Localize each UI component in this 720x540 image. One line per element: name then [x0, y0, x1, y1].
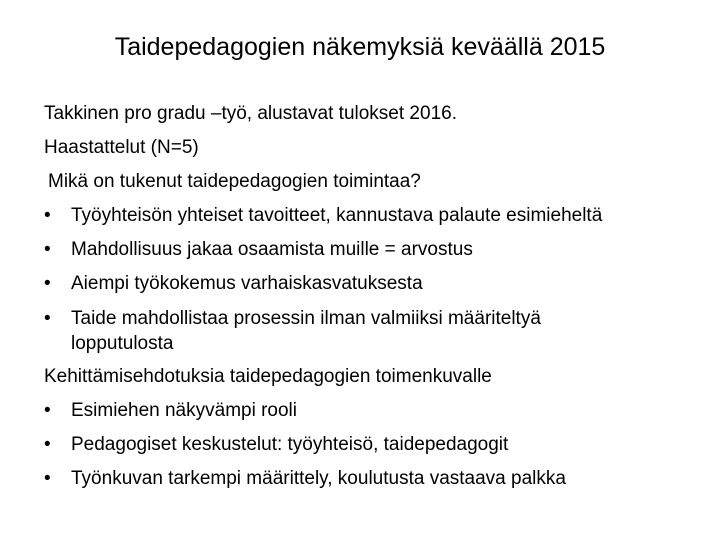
bullet-icon: • [44, 434, 51, 455]
slide-body [44, 97, 710, 496]
development-list-item [44, 428, 710, 462]
slide-title: Taidepedagogien näkemyksiä keväällä 2015 [114, 33, 606, 61]
support-list-item [44, 233, 710, 267]
support-question: Mikä on tukenut taidepedagogien toimintaa? [48, 171, 421, 192]
support-item-text: Taide mahdollistaa prosessin ilman valmiiksi määriteltyä lopputulosta [71, 308, 541, 354]
development-list-item [44, 394, 710, 428]
development-item-text: Työnkuvan tarkempi määrittely, koulutusta vastaava palkka [71, 468, 566, 489]
development-list-item [44, 462, 710, 496]
bullet-icon: • [44, 468, 51, 489]
intro-line-thesis: Takkinen pro gradu –työ, alustavat tulokset 2016. [44, 103, 457, 124]
development-item-text: Pedagogiset keskustelut: työyhteisö, taidepedagogit [71, 434, 509, 455]
bullet-icon: • [44, 205, 51, 226]
support-list-item [44, 199, 710, 233]
bullet-icon: • [44, 239, 51, 260]
bullet-icon: • [44, 400, 51, 421]
development-item-text: Esimiehen näkyvämpi rooli [71, 400, 297, 421]
development-heading: Kehittämisehdotuksia taidepedagogien toimenkuvalle [44, 366, 492, 387]
support-item-text: Aiempi työkokemus varhaiskasvatuksesta [71, 273, 423, 294]
support-list-item [44, 301, 710, 360]
bullet-icon: • [44, 273, 51, 294]
intro-line-interviews: Haastattelut (N=5) [44, 137, 199, 158]
support-item-text: Työyhteisön yhteiset tavoitteet, kannustava palaute esimieheltä [71, 205, 603, 226]
bullet-icon: • [44, 308, 51, 329]
support-item-text: Mahdollisuus jakaa osaamista muille = arvostus [71, 239, 473, 260]
support-list-item [44, 267, 710, 301]
